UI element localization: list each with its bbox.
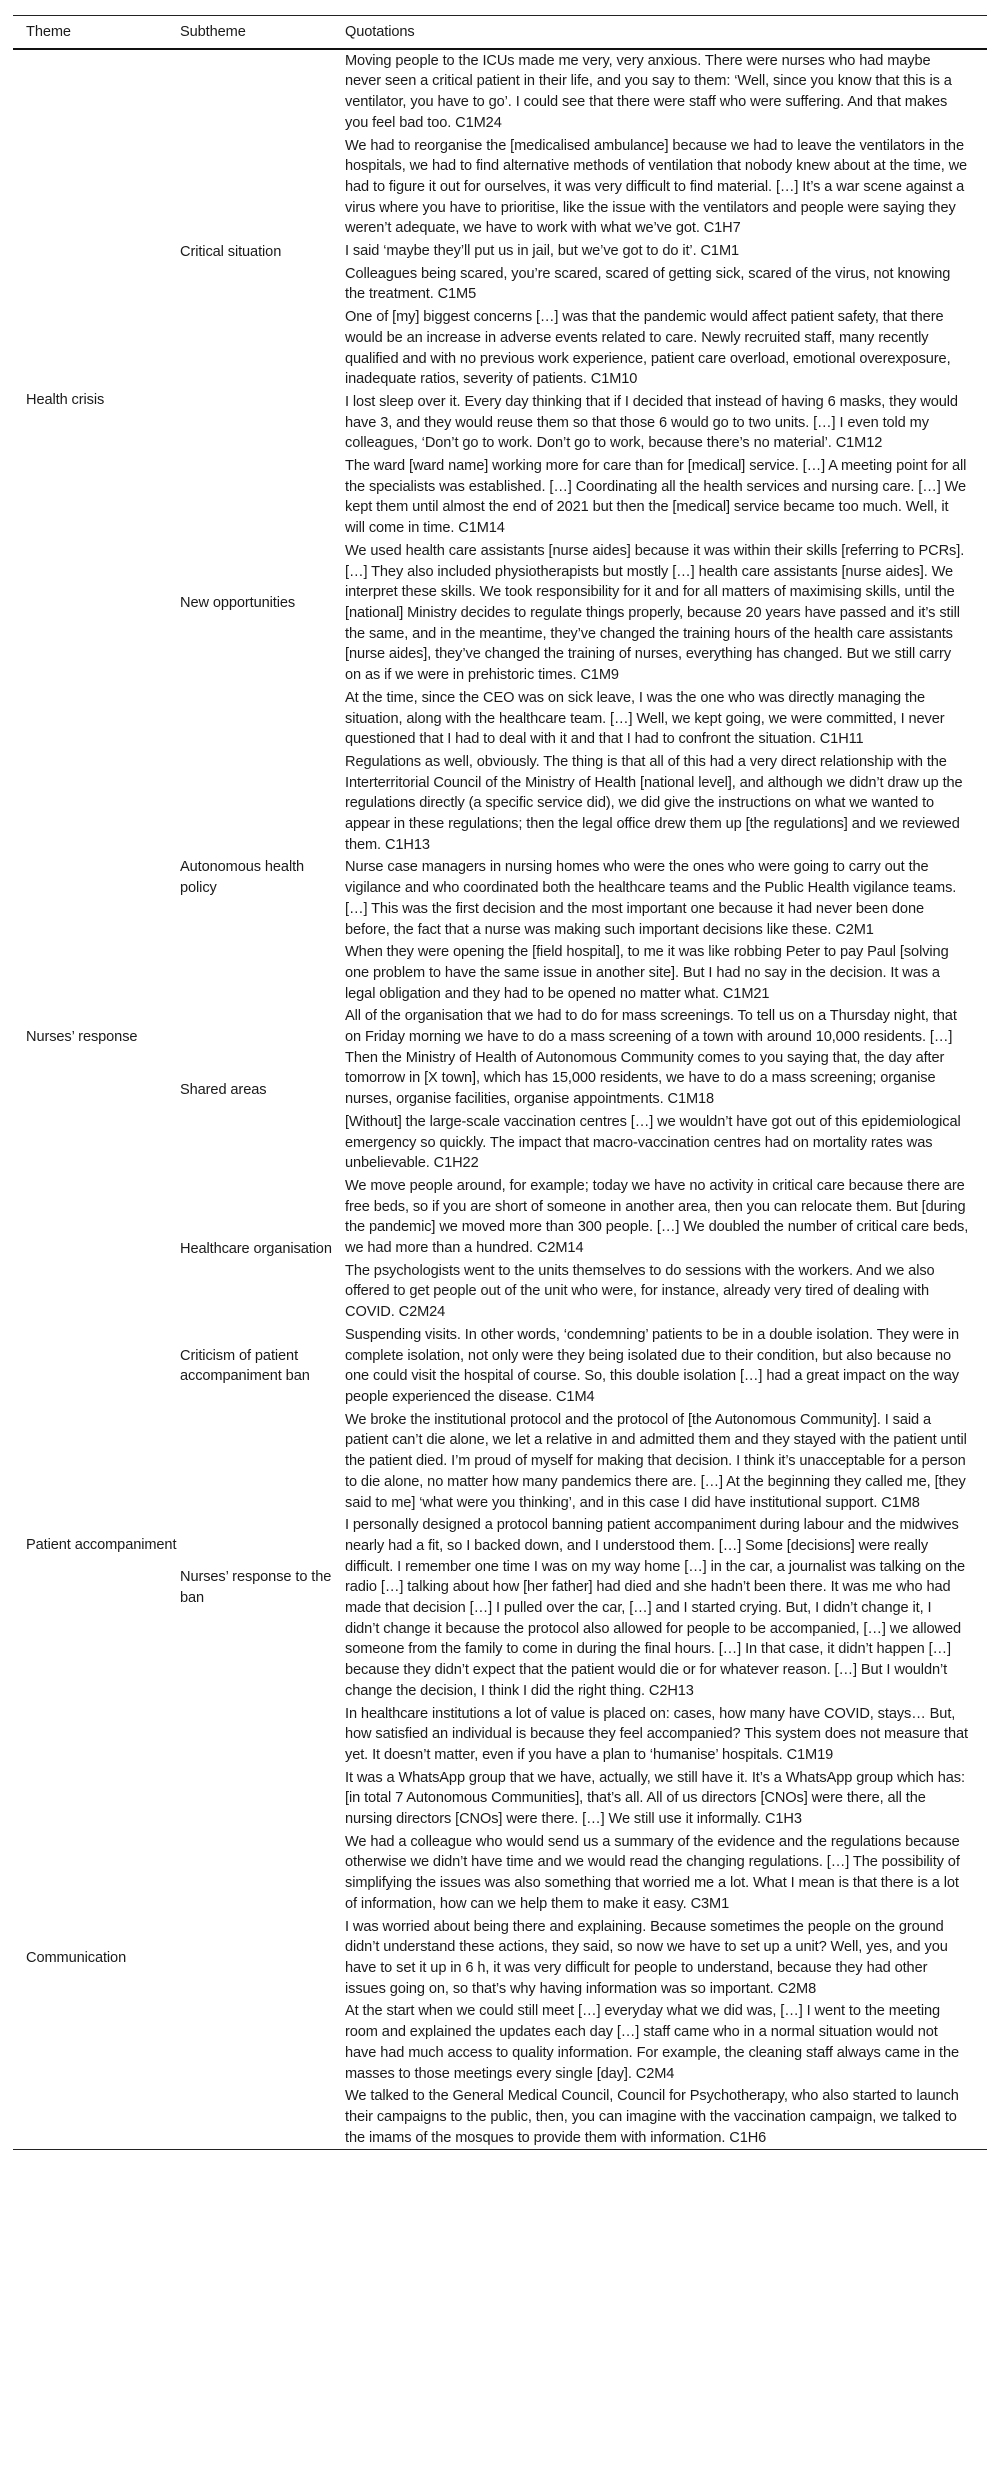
quotation: One of [my] biggest concerns […] was that the pandemic would affect patient safety, that there would be an increase in adverse events related to care. Newly recruited staff, many recently qualified and with no previous work experience, patient care overload, emotional overexposure, inadequate ratios, severity of patients. C1M10 [345, 309, 951, 388]
header-theme: Theme [13, 16, 180, 49]
subtheme-cell: New opportunities [180, 594, 296, 611]
quotation: Moving people to the ICUs made me very, very anxious. There were nurses who had maybe never seen a critical patient in their life, and you say to them: ‘Well, since you know that this is a ventilator, you have to go’. I could see that there were staff who were suffering. And that makes you feel bad too. C1M24 [345, 52, 952, 131]
quotation: All of the organisation that we had to do for mass screenings. To tell us on a Thursday night, that on Friday morning we have to do a mass screening of a town with around 10,000 residents. […] Then the Ministry of Health of Autonomous Community comes to you saying that, the day after tomorrow in [X town], which has 15,000 residents, we have to do a mass screening; organise nurses, organise facilities, organise appointments. C1M18 [345, 1008, 957, 1108]
table-row [13, 1767, 987, 1831]
themes-table [13, 15, 987, 2150]
quotation: We had to reorganise the [medicalised ambulance] because we had to leave the ventilators in the hospitals, we had to find alternative methods of ventilation that nobody knew about at the time, we had to figure it out for ourselves, it was very difficult to find material. […] It’s a war scene against a virus where you have to prioritise, like the issue with the ventilators and people were saying they weren’t adequate, we have to work with what we’ve got. C1H7 [345, 137, 968, 237]
quotation: In healthcare institutions a lot of value is placed on: cases, how many have COVID, stays… But, how satisfied an individual is because they feel accompanied? This system does not measure that yet. It doesn’t matter, even if you have a plan to ‘humanise’ hospitals. C1M19 [345, 1705, 968, 1763]
quotation: When they were opening the [field hospital], to me it was like robbing Peter to pay Paul [solving one problem to have the same issue in another site]. But I had no say in the decision. It was a legal obligation and they had to be opened no matter what. C1M21 [345, 944, 949, 1002]
subtheme-cell: Healthcare organisation [180, 1241, 332, 1258]
table-row [13, 1324, 987, 1409]
table-row [13, 751, 987, 857]
quotation: We talked to the General Medical Council, Council for Psychotherapy, who also started to launch their campaigns to the public, then, you can imagine with the vaccination campaign, we talked to the imams of the mosques to provide them with information. C1H6 [345, 2085, 987, 2150]
quotation: I lost sleep over it. Every day thinking that if I decided that instead of having 6 masks, they would have 3, and they would reuse them so that those 6 would go to two units. […] I even told my colleagues, ‘Don’t go to work. Don’t go to work, because there’s no material’. C1M12 [345, 393, 958, 452]
quotation: Suspending visits. In other words, ‘condemning’ patients to be in a double isolation. They were in complete isolation, not only were they being isolated due to their condition, but also because no one could visit the hospital of course. So, this double isolation […] had a great impact on the way people experienced the disease. C1M4 [345, 1326, 960, 1405]
quotation: It was a WhatsApp group that we have, actually, we still have it. It’s a WhatsApp group which has: [in total 7 Autonomous Communities], that’s all. All of us directors [CNOs] were there, all the nursing directors [CNOs] were there. […] We still use it informally. C1H3 [345, 1769, 965, 1828]
subtheme-cell: Criticism of patient accompaniment ban [180, 1347, 310, 1385]
quotation: Colleagues being scared, you’re scared, scared of getting sick, scared of the virus, not knowing the treatment. C1M5 [345, 265, 951, 303]
quotation: We move people around, for example; today we have no activity in critical care because there are free beds, so if you are short of someone in another area, then you can relocate them. But [during the pandemic] we moved more than 300 people. […] We doubled the number of critical care beds, we had more than a hundred. C2M14 [345, 1177, 969, 1257]
quotation: I was worried about being there and explaining. Because sometimes the people on the ground didn’t understand these actions, they said, so now we have to set up a unit? Well, yes, and you have to set it up in 6 h, it was very difficult for people to understand, because they had other issues going on, so that’s why having information was so important. C2M8 [345, 1918, 948, 1997]
quotation: I personally designed a protocol banning patient accompaniment during labour and the midwives nearly had a fit, so I backed down, and I understood them. […] Some [decisions] were really difficult. I remember one time I was on my way home […] in the car, a journalist was talking on the radio […] talking about how [her father] had died and she hadn’t been there. It was me who had made that decision […] I pulled over the car, […] and I started crying. But, I didn’t change it, I didn’t change it because the protocol also allowed for people to be accompanied, […] we allowed someone from the family to come in during the final hours. […] In that case, it didn’t happen […] because they didn’t expect that the patient would die or for whatever reason. […] But I wouldn’t change the decision, I think I did the right thing. C2H13 [345, 1517, 966, 1699]
table-row [13, 49, 987, 135]
subtheme-cell: Critical situation [180, 244, 282, 261]
theme-cell: Communication [26, 1949, 127, 1966]
quotation: At the time, since the CEO was on sick leave, I was the one who was directly managing the situation, along with the healthcare team. […] Well, we kept going, we were committed, I never questioned that I had to deal with it and that I had to confront the situation. C1H11 [345, 689, 945, 748]
quotation: Regulations as well, obviously. The thing is that all of this had a very direct relationship with the Interterritorial Council of the Ministry of Health [national level], and although we didn’t draw up the regulations directly (a specific service did), we did give the instructions on what we wanted to appear in these regulations; then the legal office drew them up [the regulations] and we reviewed them. C1H13 [345, 753, 963, 853]
quotation: The ward [ward name] working more for care than for [medical] service. […] A meeting point for all the specialists was established. […] Coordinating all the health services and nursing care. […] We kept them until almost the end of 2021 but then the [medical] service became too much. Well, it will come in time. C1M14 [345, 458, 967, 537]
subtheme-cell: Nurses’ response to the ban [180, 1568, 332, 1606]
quotation: At the start when we could still meet […] everyday what we did was, […] I went to the meeting room and explained the updates each day […] staff came who in a normal situation would not have had much access to quality information. For example, the cleaning staff always came in the masses to those meetings every single [day]. C2M4 [345, 2003, 960, 2082]
theme-cell: Patient accompaniment [26, 1536, 177, 1553]
theme-cell: Nurses’ response [26, 1029, 138, 1046]
quotation: We broke the institutional protocol and the protocol of [the Autonomous Community]. I said a patient can’t die alone, we let a relative in and admitted them and they stayed with the patient until the patient died. I’m proud of myself for making that decision. I think it’s unacceptable for a person to die alone, no matter how many pandemics there are. […] At the beginning they called me, [they said to me] ‘what were you thinking’, and in this case I did have institutional support. C1M8 [345, 1411, 967, 1511]
subtheme-cell-empty [180, 1767, 345, 2150]
subtheme-cell: Autonomous health policy [180, 859, 305, 897]
header-quotations: Quotations [345, 16, 987, 49]
quotation: We used health care assistants [nurse aides] because it was within their skills [referring to PCRs]. […] They also included physiotherapists but mostly […] health care assistants [nurse aides]. We interpret these skills. We took responsibility for it and for all matters of maximising skills, until the [national] Ministry decides to regulate things properly, because 20 years have passed and it’s still the same, and in the meantime, they’ve changed the training hours of the health care assistants [nurse aides], they’ve changed the training of nurses, everything has changed. But we still carry on as if we were in prehistoric times. C1M9 [345, 542, 965, 684]
quotation: The psychologists went to the units themselves to do sessions with the workers. And we also offered to get people out of the unit who were, for instance, already very tired of dealing with COVID. C2M24 [345, 1262, 935, 1321]
quotation: [Without] the large-scale vaccination centres […] we wouldn’t have got out of this epidemiological emergency so quickly. The impact that macro-vaccination centres had on mortality rates was unbelievable. C1H22 [345, 1113, 961, 1172]
header-subtheme: Subtheme [180, 16, 345, 49]
quotation: I said ‘maybe they’ll put us in jail, but we’ve got to do it’. C1M1 [345, 243, 740, 260]
table-header-row [13, 16, 987, 49]
subtheme-cell: Shared areas [180, 1081, 267, 1098]
theme-cell: Health crisis [26, 391, 105, 408]
quotation: We had a colleague who would send us a summary of the evidence and the regulations because otherwise we didn’t have time and we would read the changing regulations. […] The possibility of simplifying the issues was also something that worried me a lot. What I mean is that there is a lot of information, how can we help them to make it easy. C3M1 [345, 1833, 960, 1912]
quotation: Nurse case managers in nursing homes who were the ones who were going to carry out the vigilance and who coordinated both the healthcare teams and the Public Health vigilance teams. […] This was the first decision and the most important one because it had never been done before, the fact that a nurse was making such important decisions like these. C2M1 [345, 859, 957, 938]
